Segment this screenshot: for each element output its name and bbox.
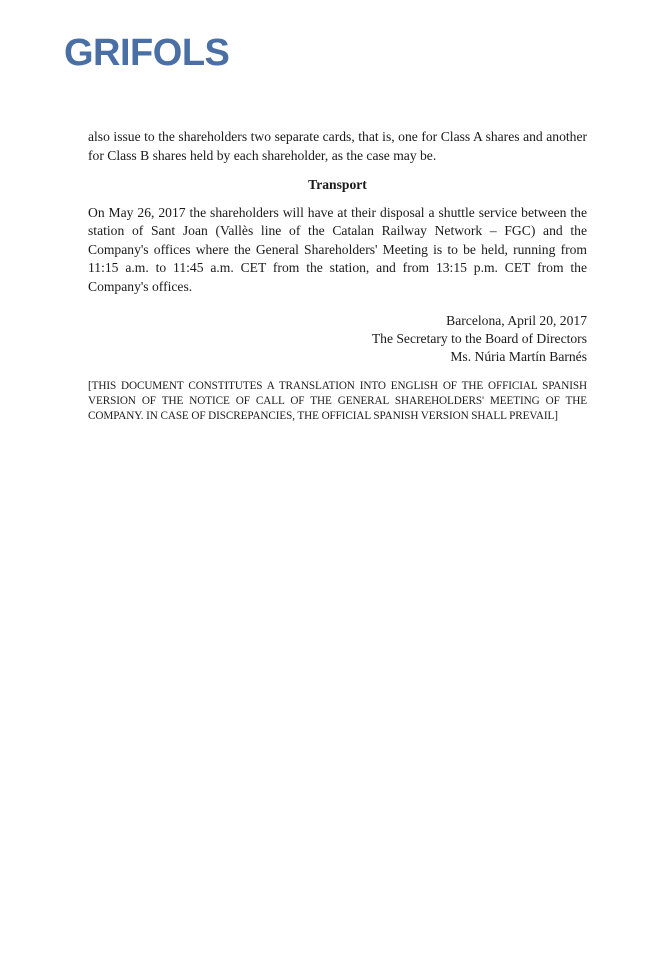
signature-name: Ms. Núria Martín Barnés (450, 349, 587, 364)
transport-heading: Transport (308, 177, 367, 192)
transport-paragraph: On May 26, 2017 the shareholders will have at their disposal a shuttle service between the station of Sant Joan (Vallès line of the Catalan Railway Network – FGC) and the Company's offices where the General Shareholders' Meeting is to be held, running from 11:15 a.m. to 11:45 a.m. CET from the station, and from 13:15 p.m. CET from the Company's offices. (88, 204, 587, 294)
document-body (88, 128, 587, 435)
signature-block (88, 312, 587, 366)
intro-paragraph: also issue to the shareholders two separate cards, that is, one for Class A shares and another for Class B shares held by each shareholder, as the case may be. (88, 129, 587, 163)
signature-role: The Secretary to the Board of Directors (371, 331, 587, 346)
signature-place-date: Barcelona, April 20, 2017 (446, 313, 587, 328)
company-logo: GRIFOLS (64, 32, 230, 74)
translation-disclaimer: [THIS DOCUMENT CONSTITUTES A TRANSLATION INTO ENGLISH OF THE OFFICIAL SPANISH VERSION OF THE NOTICE OF CALL OF THE GENERAL SHAREHOLDERS' MEETING OF THE COMPANY. IN CASE OF DISCREPANCIES, THE OFFICIAL SPANISH VERSION SHALL PREVAIL] (88, 380, 587, 422)
